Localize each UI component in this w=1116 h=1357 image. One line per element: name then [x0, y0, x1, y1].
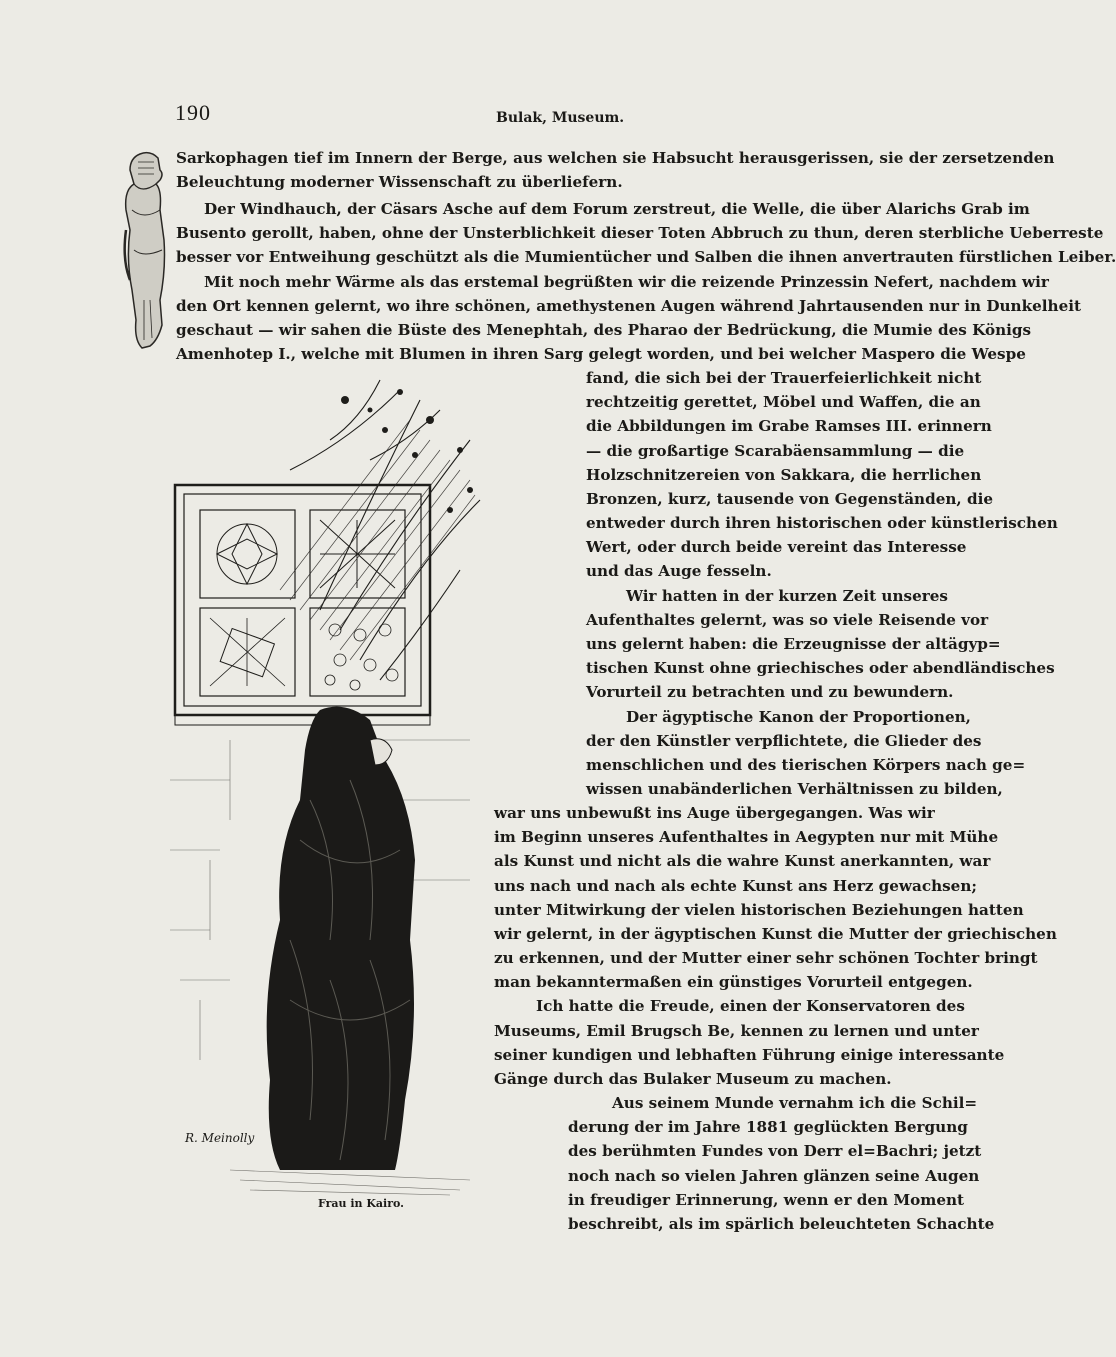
text-line-20: Aufenthaltes gelernt, was so viele Reisende vor	[586, 611, 989, 629]
text-line-43: noch nach so vielen Jahren glänzen seine Augen	[568, 1167, 980, 1185]
egyptian-statue-ornament	[120, 150, 168, 350]
text-line-26: menschlichen und des tierischen Körpers nach ge=	[586, 756, 1026, 774]
text-line-9: Amenhotep I., welche mit Blumen in ihren Sarg gelegt worden, und bei welcher Maspero die Wespe	[176, 345, 1026, 363]
text-line-27: wissen unabänderlichen Verhältnissen zu bilden,	[586, 780, 1003, 798]
text-line-40: Aus seinem Munde vernahm ich die Schil=	[612, 1094, 978, 1112]
text-line-22: tischen Kunst ohne griechisches oder abendländisches	[586, 659, 1055, 677]
page-number: 190	[175, 100, 211, 125]
text-line-11: rechtzeitig gerettet, Möbel und Waffen, die an	[586, 393, 981, 411]
text-line-33: wir gelernt, in der ägyptischen Kunst die Mutter der griechischen	[494, 925, 1057, 943]
text-line-13: — die großartige Scarabäensammlung — die	[586, 442, 965, 460]
text-line-4: Busento gerollt, haben, ohne der Unsterblichkeit dieser Toten Abbruch zu thun, deren sterbliche Ueberreste	[176, 224, 1104, 242]
text-line-15: Bronzen, kurz, tausende von Gegenständen, die	[586, 490, 994, 508]
text-line-6: Mit noch mehr Wärme als das erstemal begrüßten wir die reizende Prinzessin Nefert, nachdem wir	[204, 273, 1049, 291]
artist-signature: R. Meinolly	[185, 1131, 255, 1145]
vine-branches	[290, 380, 480, 680]
text-line-7: den Ort kennen gelernt, wo ihre schönen, amethystenen Augen während Jahrtausenden nur in Dunkelheit	[176, 297, 1082, 315]
text-line-1: Sarkophagen tief im Innern der Berge, aus welchen sie Habsucht herausgerissen, sie der zersetzenden	[176, 149, 1055, 167]
text-line-3: Der Windhauch, der Cäsars Asche auf dem Forum zerstreut, die Welle, die über Alarichs Grab im	[204, 200, 1030, 218]
text-line-23: Vorurteil zu betrachten und zu bewundern.	[586, 683, 954, 701]
veiled-woman-figure	[267, 707, 415, 1170]
text-line-37: Museums, Emil Brugsch Be, kennen zu lernen und unter	[494, 1022, 979, 1040]
text-line-30: als Kunst und nicht als die wahre Kunst anerkannten, war	[494, 852, 991, 870]
text-line-34: zu erkennen, und der Mutter einer sehr schönen Tochter bringt	[494, 949, 1038, 967]
text-line-8: geschaut — wir sahen die Büste des Menephtah, des Pharao der Bedrückung, die Mumie des Königs	[176, 321, 1032, 339]
text-line-16: entweder durch ihren historischen oder künstlerischen	[586, 514, 1058, 532]
text-line-45: beschreibt, als im spärlich beleuchteten Schachte	[568, 1215, 995, 1233]
text-line-18: und das Auge fesseln.	[586, 562, 772, 580]
text-line-41: derung der im Jahre 1881 geglückten Bergung	[568, 1118, 968, 1136]
text-line-24: Der ägyptische Kanon der Proportionen,	[626, 708, 971, 726]
text-line-17: Wert, oder durch beide vereint das Interesse	[586, 538, 967, 556]
text-line-36: Ich hatte die Freude, einen der Konservatoren des	[536, 997, 965, 1015]
text-line-21: uns gelernt haben: die Erzeugnisse der altägyp=	[586, 635, 1001, 653]
text-line-32: unter Mitwirkung der vielen historischen Beziehungen hatten	[494, 901, 1024, 919]
illustration-caption: Frau in Kairo.	[318, 1197, 405, 1210]
woman-in-cairo-illustration	[170, 380, 480, 1200]
text-line-19: Wir hatten in der kurzen Zeit unseres	[626, 587, 948, 605]
text-line-5: besser vor Entweihung geschützt als die Mumientücher und Salben die ihnen anvertrauten fürstlichen Leiber.	[176, 248, 1116, 266]
text-line-25: der den Künstler verpflichtete, die Glieder des	[586, 732, 982, 750]
text-line-35: man bekanntermaßen ein günstiges Vorurteil entgegen.	[494, 973, 973, 991]
text-line-29: im Beginn unseres Aufenthaltes in Aegypten nur mit Mühe	[494, 828, 999, 846]
text-line-31: uns nach und nach als echte Kunst ans Herz gewachsen;	[494, 877, 977, 895]
text-line-14: Holzschnitzereien von Sakkara, die herrlichen	[586, 466, 982, 484]
text-line-39: Gänge durch das Bulaker Museum zu machen.	[494, 1070, 892, 1088]
text-line-44: in freudiger Erinnerung, wenn er den Moment	[568, 1191, 965, 1209]
text-line-2: Beleuchtung moderner Wissenschaft zu überliefern.	[176, 173, 623, 191]
text-line-42: des berühmten Fundes von Derr el=Bachri; jetzt	[568, 1142, 982, 1160]
running-title: Bulak, Museum.	[496, 110, 625, 126]
text-line-10: fand, die sich bei der Trauerfeierlichkeit nicht	[586, 369, 982, 387]
text-line-12: die Abbildungen im Grabe Ramses III. erinnern	[586, 417, 992, 435]
text-line-38: seiner kundigen und lebhaften Führung einige interessante	[494, 1046, 1005, 1064]
text-line-28: war uns unbewußt ins Auge übergegangen. Was wir	[494, 804, 935, 822]
